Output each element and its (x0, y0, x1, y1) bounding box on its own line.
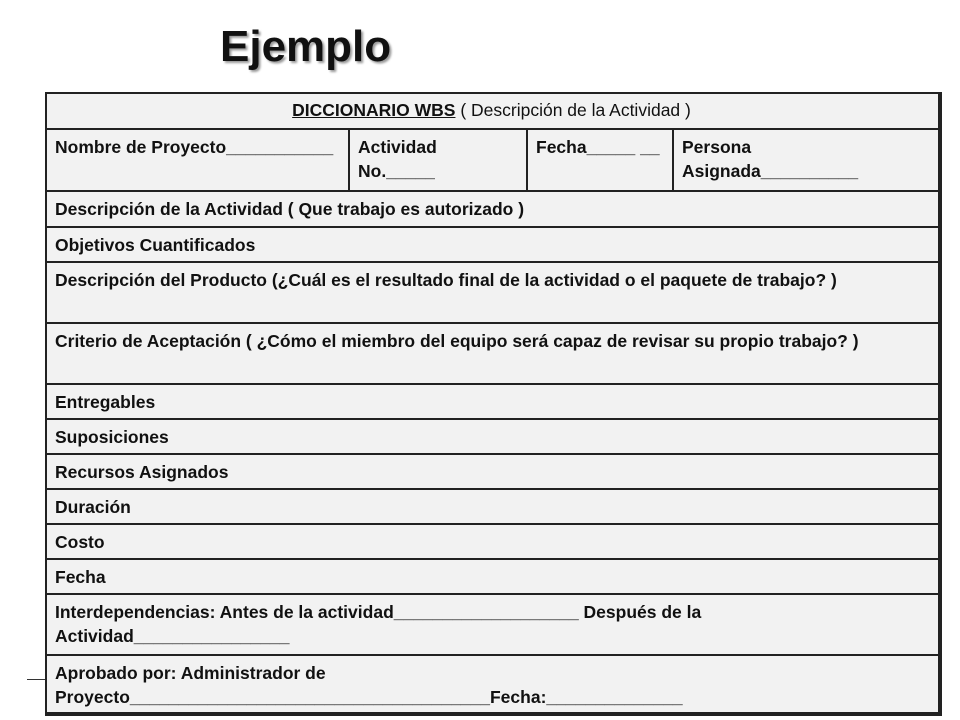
activity-number-cell (350, 130, 528, 190)
slide-title: Ejemplo (220, 22, 392, 71)
approved-by-row: Aprobado por: Administrador de Proyecto_____________________________________Fecha:______________ (55, 663, 683, 707)
project-name-field: Nombre de Proyecto___________ (55, 137, 334, 157)
duration-row: Duración (47, 490, 938, 525)
form-header (47, 94, 938, 130)
acceptance-criteria-row: Criterio de Aceptación ( ¿Cómo el miembro del equipo será capaz de revisar su propio trabajo? ) (47, 324, 938, 385)
wbs-dictionary-form (45, 92, 942, 716)
quantified-objectives-row: Objetivos Cuantificados (47, 228, 938, 263)
date-field: Fecha_____ __ (536, 137, 660, 157)
info-row (47, 130, 938, 192)
project-name-cell (47, 130, 350, 190)
date-row: Fecha (47, 560, 938, 595)
cost-row: Costo (47, 525, 938, 560)
assigned-person-cell (674, 130, 938, 190)
form-header-title: DICCIONARIO WBS (292, 100, 456, 120)
deliverables-row: Entregables (47, 385, 938, 420)
assigned-resources-row: Recursos Asignados (47, 455, 938, 490)
form-header-subtitle: ( Descripción de la Actividad ) (455, 100, 691, 120)
interdependencies-row: Interdependencias: Antes de la actividad___________________ Después de la Actividad________________ (47, 595, 938, 656)
activity-description-row: Descripción de la Actividad ( Que trabajo es autorizado ) (47, 192, 938, 228)
assigned-person-field: Persona Asignada__________ (682, 137, 859, 181)
product-description-row: Descripción del Producto (¿Cuál es el resultado final de la actividad o el paquete de trabajo? ) (47, 263, 938, 324)
activity-number-field: Actividad No._____ (358, 137, 437, 181)
date-cell (528, 130, 674, 190)
assumptions-row: Suposiciones (47, 420, 938, 455)
side-divider-line (27, 679, 45, 680)
